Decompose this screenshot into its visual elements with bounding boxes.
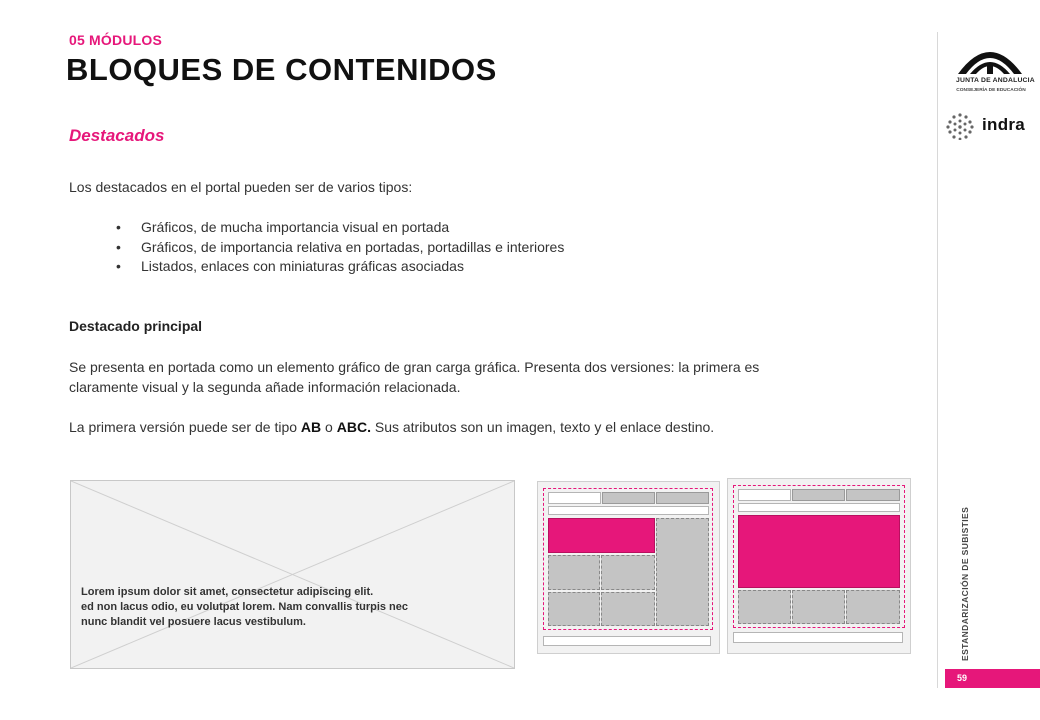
intro-text: Los destacados en el portal pueden ser de varios tipos: bbox=[69, 179, 413, 195]
list-item bbox=[69, 218, 564, 238]
featured-image-placeholder bbox=[70, 480, 515, 669]
type-ab: AB bbox=[300, 419, 322, 435]
wireframe-type-ab bbox=[537, 481, 720, 654]
paragraph-line: Se presenta en portada como un elemento gráfico de gran carga gráfica. Presenta dos versiones: la primera es bbox=[69, 359, 760, 375]
wireframe-block bbox=[738, 590, 791, 624]
type-abc: ABC. bbox=[336, 419, 371, 435]
bullet-text: Gráficos, de importancia relativa en portadas, portadillas e interiores bbox=[141, 238, 565, 255]
wireframe-footer bbox=[543, 636, 711, 646]
principal-paragraph bbox=[69, 357, 869, 397]
caption-line: nunc blandit vel posuere lacus vestibulum. bbox=[81, 616, 306, 628]
caption-line: ed non lacus odio, eu volutpat lorem. Nam convallis turpis nec bbox=[81, 601, 409, 613]
wireframe-tab bbox=[792, 489, 845, 501]
bullet-text: Gráficos, de mucha importancia visual en portada bbox=[141, 219, 450, 235]
page-title: BLOQUES DE CONTENIDOS bbox=[66, 52, 497, 87]
list-item bbox=[69, 238, 564, 258]
wireframe-type-abc bbox=[727, 478, 911, 654]
junta-subtitle: CONSEJERÍA DE EDUCACIÓN bbox=[956, 88, 1026, 93]
wireframe-block bbox=[601, 555, 655, 590]
wireframe-highlight-block bbox=[738, 515, 900, 588]
caption-line: Lorem ipsum dolor sit amet, consectetur adipiscing elit. bbox=[81, 586, 374, 598]
wireframe-tab bbox=[548, 492, 601, 504]
wireframe-block bbox=[548, 592, 600, 626]
bullet-list bbox=[69, 218, 564, 277]
wireframe-bar bbox=[548, 506, 709, 515]
paragraph-line: claramente visual y la segunda añade información relacionada. bbox=[69, 379, 461, 395]
indra-logo bbox=[945, 112, 1030, 140]
principal-heading: Destacado principal bbox=[69, 318, 203, 334]
junta-andalucia-logo bbox=[950, 36, 1035, 100]
wireframe-tab bbox=[738, 489, 791, 501]
wireframe-block bbox=[846, 590, 900, 624]
junta-name: JUNTA DE ANDALUCIA bbox=[956, 77, 1035, 84]
wireframe-footer bbox=[733, 632, 903, 643]
placeholder-caption bbox=[81, 585, 501, 630]
section-label: 05 MÓDULOS bbox=[69, 32, 163, 48]
section-subtitle: Destacados bbox=[69, 126, 165, 145]
page-number: 59 bbox=[945, 669, 1040, 688]
wireframe-block bbox=[601, 592, 655, 626]
list-item bbox=[69, 257, 564, 277]
paragraph-text: o bbox=[321, 419, 337, 435]
wireframe-tab bbox=[602, 492, 655, 504]
bullet-text: Listados, enlaces con miniaturas gráficas asociadas bbox=[141, 258, 464, 274]
attributes-paragraph bbox=[69, 417, 869, 437]
wireframe-tab bbox=[656, 492, 709, 504]
paragraph-text: La primera versión puede ser de tipo bbox=[69, 419, 301, 435]
indra-wordmark: indra bbox=[982, 115, 1026, 134]
junta-arch-icon bbox=[950, 36, 1030, 78]
wireframe-block bbox=[792, 590, 845, 624]
wireframe-bar bbox=[738, 503, 900, 512]
wireframe-highlight-block bbox=[548, 518, 655, 553]
paragraph-text: Sus atributos son un imagen, texto y el enlace destino. bbox=[370, 419, 715, 435]
wireframe-tab bbox=[846, 489, 900, 501]
image-placeholder-cross bbox=[71, 481, 514, 668]
vertical-section-label: ESTANDARIZACIÓN DE SUBISTIES bbox=[960, 506, 970, 661]
sidebar-divider bbox=[937, 32, 938, 688]
wireframe-block bbox=[548, 555, 600, 590]
indra-dots-icon bbox=[945, 112, 975, 140]
wireframe-side-block bbox=[656, 518, 709, 626]
